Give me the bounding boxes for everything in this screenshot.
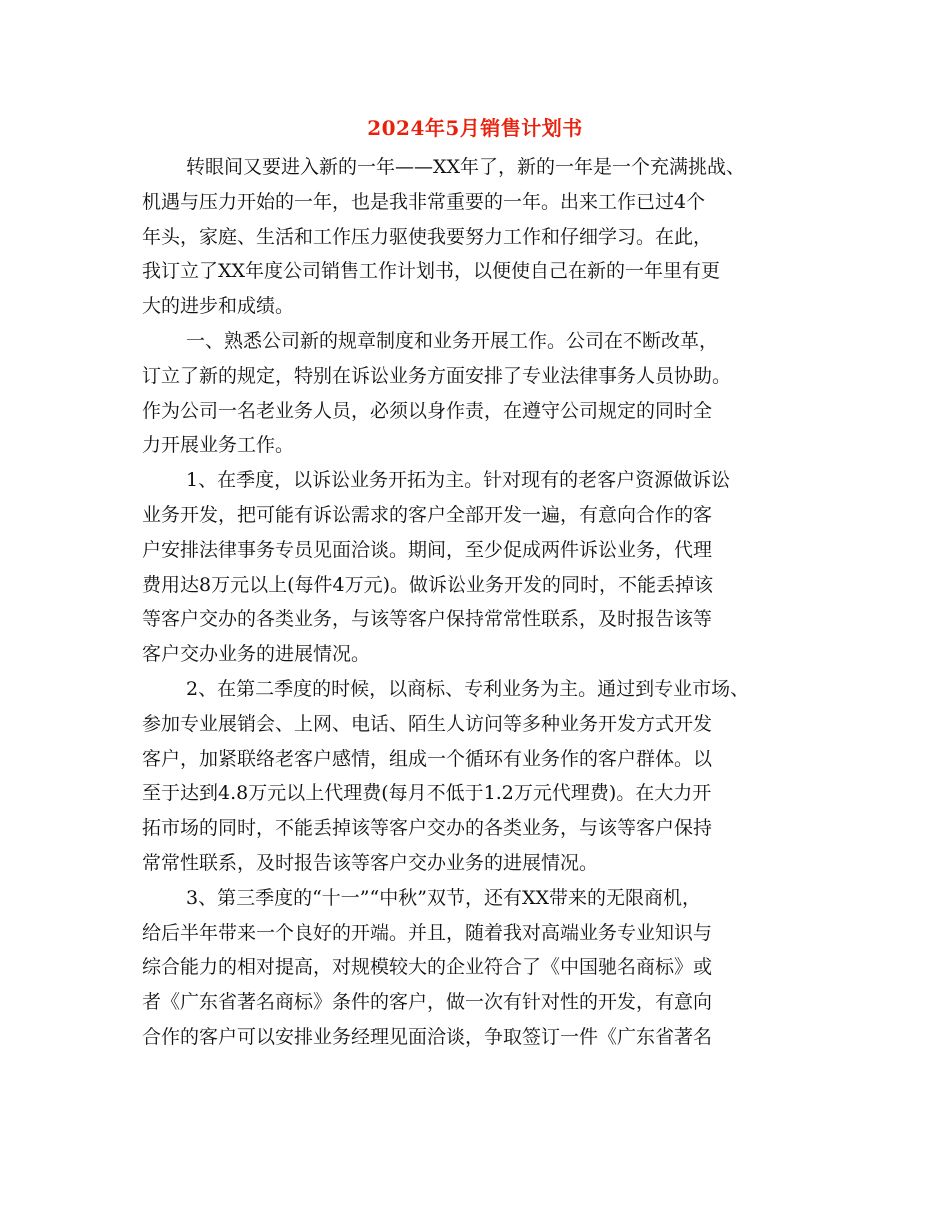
text-line: 参加专业展销会、上网、电话、陌生人访问等多种业务开发方式开发	[142, 712, 713, 735]
text-line: 客户，加紧联络老客户感情，组成一个循环有业务作的客户群体。以	[142, 747, 713, 770]
document-body	[142, 150, 822, 1055]
text-line: 1、在季度，以诉讼业务开拓为主。针对现有的老客户资源做诉讼	[186, 469, 731, 492]
paragraph-item-3	[142, 881, 822, 1055]
text-line: 给后半年带来一个良好的开端。并且，随着我对高端业务专业知识与	[142, 921, 713, 944]
text-line: 综合能力的相对提高，对规模较大的企业符合了《中国驰名商标》或	[142, 956, 713, 979]
text-line: 客户交办业务的进展情况。	[142, 643, 371, 666]
text-line: 3、第三季度的“十一”“中秋”双节，还有XX带来的无限商机，	[186, 886, 701, 909]
text-line: 转眼间又要进入新的一年——XX年了，新的一年是一个充满挑战、	[186, 156, 746, 178]
text-line: 至于达到4.8万元以上代理费(每月不低于1.2万元代理费)。在大力开	[142, 782, 712, 805]
document-title: 2024年5月销售计划书	[367, 116, 583, 140]
text-line: 费用达8万元以上(每件4万元)。做诉讼业务开发的同时，不能丢掉该	[142, 573, 714, 596]
text-line: 大的进步和成绩。	[142, 295, 295, 318]
text-line: 年头，家庭、生活和工作压力驱使我要努力工作和仔细学习。在此，	[142, 225, 713, 248]
text-line: 者《广东省著名商标》条件的客户，做一次有针对性的开发，有意向	[142, 991, 713, 1014]
text-line: 等客户交办的各类业务，与该等客户保持常常性联系，及时报告该等	[142, 608, 713, 631]
text-line: 我订立了XX年度公司销售工作计划书，以便使自己在新的一年里有更	[142, 260, 721, 283]
paragraph-item-1	[142, 463, 822, 672]
text-line: 合作的客户可以安排业务经理见面洽谈，争取签订一件《广东省著名	[142, 1025, 713, 1048]
paragraph-item-2	[142, 672, 822, 881]
text-line: 订立了新的规定，特别在诉讼业务方面安排了专业法律事务人员协助。	[142, 364, 732, 387]
text-line: 作为公司一名老业务人员，必须以身作责，在遵守公司规定的同时全	[142, 399, 713, 422]
text-line: 户安排法律事务专员见面洽谈。期间，至少促成两件诉讼业务，代理	[142, 538, 713, 561]
text-line: 常常性联系，及时报告该等客户交办业务的进展情况。	[142, 851, 599, 874]
text-line: 机遇与压力开始的一年，也是我非常重要的一年。出来工作已过4个	[142, 190, 706, 213]
text-line: 2、在第二季度的时候，以商标、专利业务为主。通过到专业市场、	[186, 677, 750, 700]
text-line: 力开展业务工作。	[142, 434, 295, 457]
text-line: 业务开发，把可能有诉讼需求的客户全部开发一遍，有意向合作的客	[142, 503, 713, 526]
text-line: 拓市场的同时，不能丢掉该等客户交办的各类业务，与该等客户保持	[142, 817, 713, 840]
paragraph-section-one	[142, 324, 822, 463]
text-line: 一、熟悉公司新的规章制度和业务开展工作。公司在不断改革，	[186, 329, 719, 352]
paragraph-intro	[142, 150, 822, 324]
